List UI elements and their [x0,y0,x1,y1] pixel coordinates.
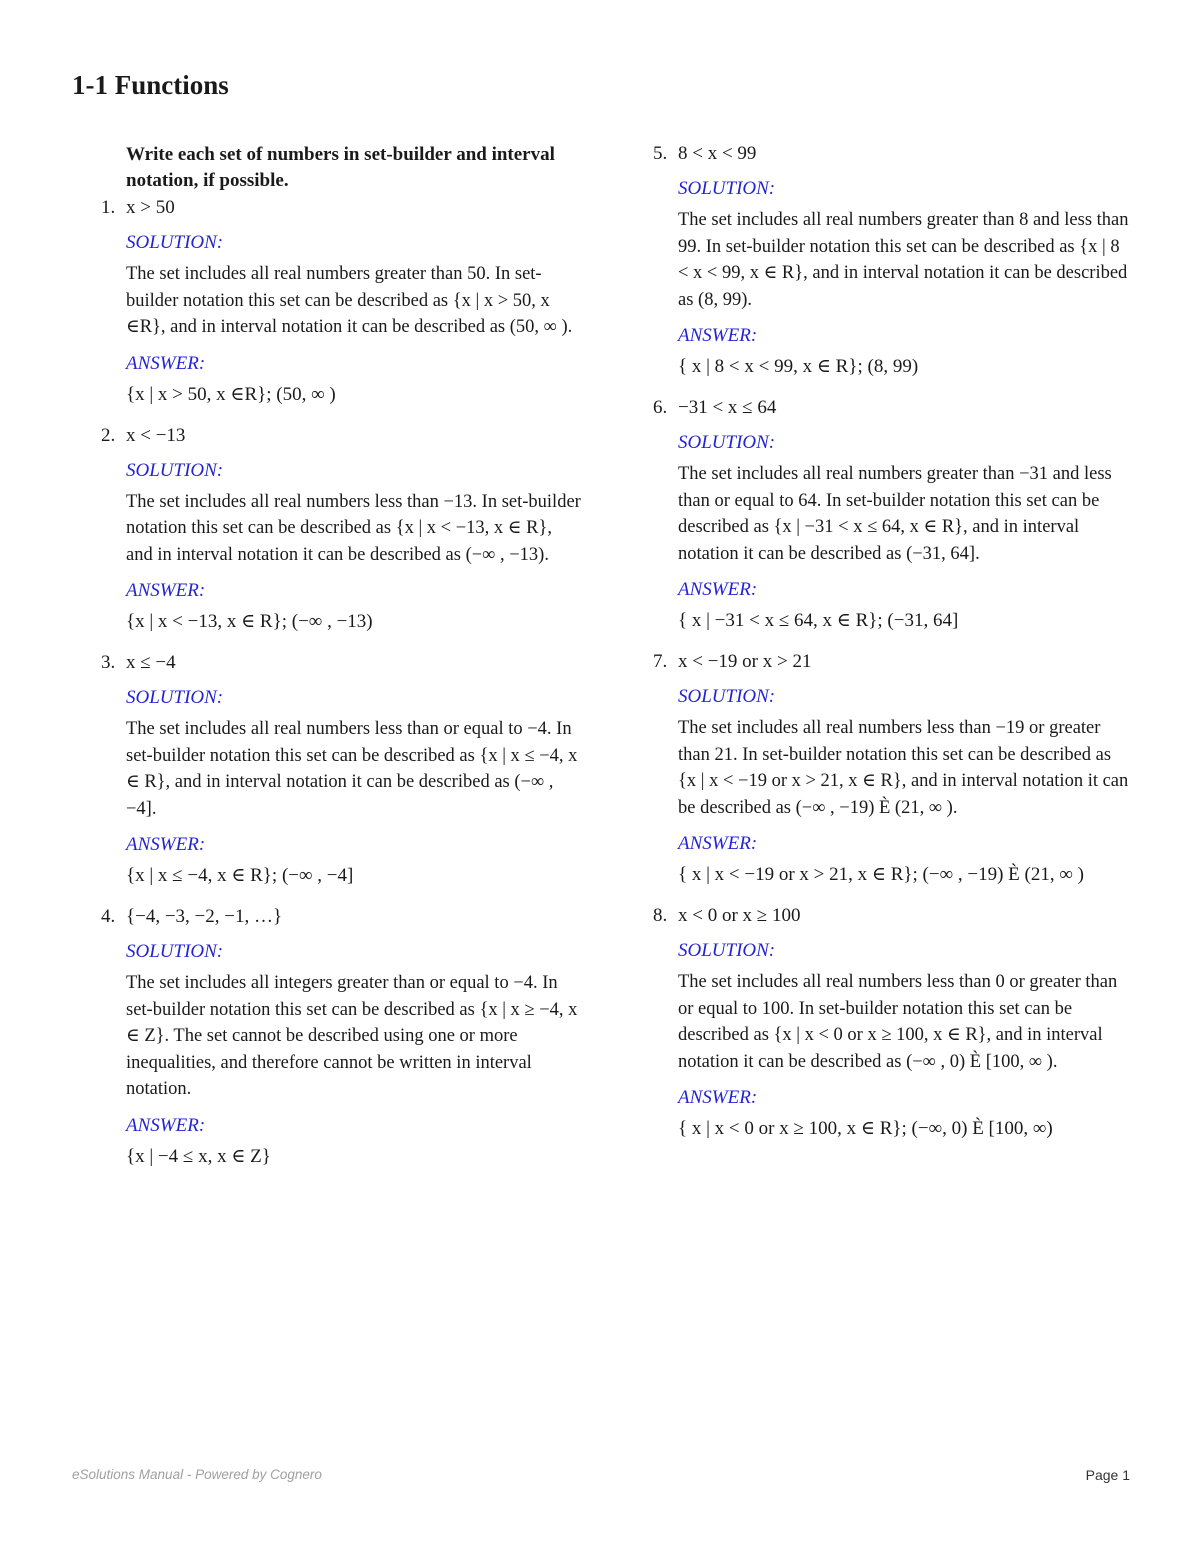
problem-6 [653,396,1133,634]
solution-label: SOLUTION: [678,178,776,199]
problem-3 [101,651,581,889]
question-number: 8. [653,905,668,926]
question-number: 1. [101,197,116,218]
solution-label: SOLUTION: [678,432,776,453]
solution-text: The set includes all integers greater than or equal to −4. In set-builder notation this set can be described as {x | x ≥ −4, x ∈ Z}. The set cannot be described using one or more inequalities, and therefore cannot be written in interval notation. [126,973,578,1099]
solution-text: The set includes all real numbers greater than −31 and less than or equal to 64. In set-builder notation this set can be described as {x | −31 < x ≤ 64, x ∈ R}, and in interval notation it can be described as (−31, 64]. [678,464,1112,564]
solution-label: SOLUTION: [678,686,776,707]
question-text: x ≤ −4 [126,652,176,673]
answer-text: { x | 8 < x < 99, x ∈ R}; (8, 99) [678,356,919,377]
question [101,196,581,220]
question [653,650,1133,674]
solution-text: The set includes all real numbers greater than 50. In set-builder notation this set can be described as {x | x > 50, x ∈R}, and in interval notation it can be described as (50, ∞ ). [126,264,573,337]
question-text: 8 < x < 99 [678,143,757,164]
answer-label: ANSWER: [678,325,758,346]
answer-label: ANSWER: [126,834,206,855]
answer-label: ANSWER: [126,1114,206,1136]
answer-label: ANSWER: [126,352,206,374]
answer-text: {x | x < −13, x ∈ R}; (−∞ , −13) [126,611,373,632]
solution-text: The set includes all real numbers less than −13. In set-builder notation this set can be described as {x | x < −13, x ∈ R}, and in interval notation it can be described as (−∞ , −13). [126,491,581,565]
solution-text: The set includes all real numbers greater than 8 and less than 99. In set-builder notation this set can be described as {x | 8 < x < 99, x ∈ R}, and in interval notation it can be described as (8, 99). [678,210,1129,310]
question-number: 2. [101,424,116,446]
answer-text: { x | −31 < x ≤ 64, x ∈ R}; (−31, 64] [678,610,959,631]
solution-label: SOLUTION: [126,459,224,481]
answer-label: ANSWER: [126,580,206,601]
problem-4 [101,905,581,1170]
answer-text: {x | −4 ≤ x, x ∈ Z} [126,1145,271,1167]
question-number: 5. [653,143,668,164]
solution-label: SOLUTION: [126,232,224,253]
question [101,651,581,675]
question-number: 7. [653,651,668,672]
problem-5 [653,142,1133,380]
question-text: {−4, −3, −2, −1, …} [126,906,283,927]
question-text: x < −13 [126,424,186,446]
solution-label: SOLUTION: [126,941,224,962]
solution-text: The set includes all real numbers less than −19 or greater than 21. In set-builder notation this set can be described as {x | x < −19 or x > 21, x ∈ R}, and in interval notation it can be described as (−∞ , −19) È (21, ∞ ). [678,718,1129,818]
answer-text: {x | x ≤ −4, x ∈ R}; (−∞ , −4] [126,865,354,886]
question-text: −31 < x ≤ 64 [678,397,777,418]
question-number: 4. [101,906,116,927]
question [101,424,581,448]
question-number: 3. [101,652,116,673]
right-column [653,142,1133,1158]
left-column [101,142,581,1186]
problem-8 [653,904,1133,1142]
answer-text: {x | x > 50, x ∈R}; (50, ∞ ) [126,383,336,405]
answer-text: { x | x < −19 or x > 21, x ∈ R}; (−∞ , −19) È (21, ∞ ) [678,864,1084,885]
page-number: Page 1 [1085,1467,1130,1483]
answer-label: ANSWER: [678,579,758,600]
question-text: x < 0 or x ≥ 100 [678,905,801,926]
question-text: x < −19 or x > 21 [678,651,812,672]
question-text: x > 50 [126,197,175,218]
solution-text: The set includes all real numbers less than or equal to −4. In set-builder notation this set can be described as {x | x ≤ −4, x ∈ R}, and in interval notation it can be described as (−∞ , −4]. [126,719,578,819]
problem-2 [101,424,581,636]
answer-label: ANSWER: [678,1087,758,1108]
solution-label: SOLUTION: [126,687,224,708]
answer-text: { x | x < 0 or x ≥ 100, x ∈ R}; (−∞, 0) È [100, ∞) [678,1118,1053,1139]
question [653,396,1133,420]
question [653,142,1133,166]
question-number: 6. [653,397,668,418]
footer-publisher: eSolutions Manual - Powered by Cognero [72,1467,322,1482]
solution-text: The set includes all real numbers less than 0 or greater than or equal to 100. In set-builder notation this set can be described as {x | x < 0 or x ≥ 100, x ∈ R}, and in interval notation it can be described as (−∞ , 0) È [100, ∞ ). [678,972,1118,1072]
problem-7 [653,650,1133,888]
instructions: Write each set of numbers in set-builder and interval notation, if possible. [126,144,555,191]
solution-label: SOLUTION: [678,940,776,961]
question [101,905,581,929]
answer-label: ANSWER: [678,833,758,854]
problem-1 [101,196,581,408]
page-title: 1-1 Functions [72,70,229,100]
question [653,904,1133,928]
